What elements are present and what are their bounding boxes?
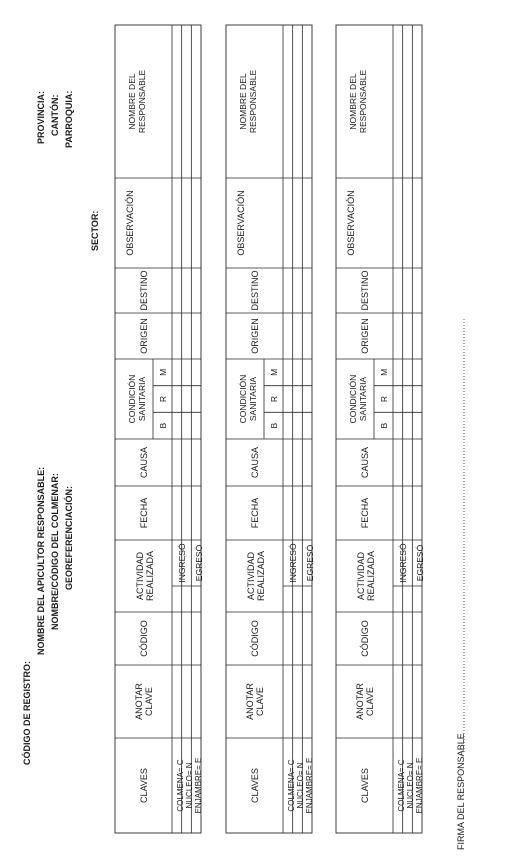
actividad-header: REALIZADA bbox=[366, 550, 376, 602]
actividad-header: ACTIVIDAD bbox=[246, 551, 256, 601]
condicion-sub-label: R bbox=[379, 395, 389, 403]
egreso-label: EGRESÓ bbox=[415, 544, 425, 582]
condicion-header: CONDICIÓN bbox=[238, 374, 248, 424]
anotar-clave-header: CLAVE bbox=[144, 687, 154, 716]
causa-header: CAUSA bbox=[360, 446, 370, 479]
condicion-header: SANITARIA bbox=[137, 376, 147, 422]
claves-legend-item: ENJAMBRE= E bbox=[415, 757, 424, 814]
anotar-clave-header: ANOTAR bbox=[355, 683, 365, 720]
parroquia-label: PARROQUIA: bbox=[64, 90, 74, 148]
codigo-header: CÓDIGO bbox=[139, 620, 149, 657]
claves-header: CLAVES bbox=[360, 768, 370, 803]
claves-legend-item: NUCLEO= N bbox=[185, 762, 194, 809]
georef-label: GEOREFERENCIACIÓN: bbox=[64, 485, 74, 590]
anotar-clave-header: CLAVE bbox=[255, 687, 265, 716]
firma-label: FIRMA DEL RESPONSABLE bbox=[456, 733, 466, 850]
actividad-header: ACTIVIDAD bbox=[356, 551, 366, 601]
colmenar-label: NOMBRE/CÓDIGO DEL COLMENAR: bbox=[50, 473, 60, 630]
condicion-sub-label: M bbox=[158, 368, 168, 376]
actividad-header: ACTIVIDAD bbox=[135, 551, 145, 601]
destino-header: DESTINO bbox=[250, 270, 260, 311]
claves-legend-item: NUCLEO= N bbox=[406, 762, 415, 809]
causa-header: CAUSA bbox=[250, 446, 260, 479]
responsable-header: NOMBRE DEL bbox=[348, 73, 358, 130]
ingreso-label: INGRESÓ bbox=[288, 543, 298, 583]
responsable-header: NOMBRE DEL bbox=[127, 73, 137, 130]
condicion-header: SANITARIA bbox=[248, 376, 258, 422]
claves-legend-item: COLMENA= C bbox=[287, 759, 296, 812]
responsable-header: RESPONSABLE bbox=[248, 69, 258, 134]
destino-header: DESTINO bbox=[360, 270, 370, 311]
condicion-sub-label: M bbox=[379, 368, 389, 376]
claves-legend-item: COLMENA= C bbox=[176, 759, 185, 812]
condicion-sub-label: R bbox=[158, 395, 168, 403]
claves-legend-item: COLMENA= C bbox=[397, 759, 406, 812]
codigo-registro-label: CÓDIGO DE REGISTRO: bbox=[22, 660, 32, 765]
condicion-sub-label: B bbox=[269, 422, 279, 429]
claves-header: CLAVES bbox=[250, 768, 260, 803]
condicion-header: CONDICIÓN bbox=[127, 374, 137, 424]
canton-label: CANTÓN: bbox=[50, 94, 60, 136]
anotar-clave-header: CLAVE bbox=[365, 687, 375, 716]
fecha-header: FECHA bbox=[360, 497, 370, 529]
registro-table-3 bbox=[336, 25, 425, 833]
registro-table-2 bbox=[226, 25, 315, 833]
anotar-clave-header: ANOTAR bbox=[245, 683, 255, 720]
responsable-header: RESPONSABLE bbox=[358, 69, 368, 134]
actividad-header: REALIZADA bbox=[256, 550, 266, 602]
provincia-label: PROVINCIA: bbox=[36, 90, 46, 144]
ingreso-label: INGRESÓ bbox=[177, 543, 187, 583]
responsable-header: NOMBRE DEL bbox=[238, 73, 248, 130]
egreso-label: EGRESÓ bbox=[194, 544, 204, 582]
observacion-header: OBSERVACIÓN bbox=[346, 190, 356, 256]
destino-header: DESTINO bbox=[139, 270, 149, 311]
observacion-header: OBSERVACIÓN bbox=[125, 190, 135, 256]
claves-legend-item: ENJAMBRE= E bbox=[194, 757, 203, 814]
claves-legend-item: NUCLEO= N bbox=[296, 762, 305, 809]
origen-header: ORIGEN bbox=[360, 318, 370, 354]
registro-table-1 bbox=[115, 25, 204, 833]
anotar-clave-header: ANOTAR bbox=[134, 683, 144, 720]
tables bbox=[115, 25, 425, 833]
condicion-sub-label: B bbox=[379, 422, 389, 429]
footer bbox=[456, 317, 466, 850]
condicion-header: CONDICIÓN bbox=[348, 374, 358, 424]
header bbox=[21, 91, 100, 765]
condicion-sub-label: M bbox=[269, 368, 279, 376]
codigo-header: CÓDIGO bbox=[360, 620, 370, 657]
causa-header: CAUSA bbox=[139, 446, 149, 479]
condicion-header: SANITARIA bbox=[358, 376, 368, 422]
origen-header: ORIGEN bbox=[250, 318, 260, 354]
observacion-header: OBSERVACIÓN bbox=[236, 190, 246, 256]
condicion-sub-label: R bbox=[269, 395, 279, 403]
fecha-header: FECHA bbox=[139, 497, 149, 529]
condicion-sub-label: B bbox=[158, 422, 168, 429]
claves-legend-item: ENJAMBRE= E bbox=[305, 757, 314, 814]
claves-header: CLAVES bbox=[139, 768, 149, 803]
codigo-header: CÓDIGO bbox=[250, 620, 260, 657]
origen-header: ORIGEN bbox=[139, 318, 149, 354]
egreso-label: EGRESÓ bbox=[305, 544, 315, 582]
responsable-header: RESPONSABLE bbox=[137, 69, 147, 134]
sector-label: SECTOR: bbox=[90, 210, 100, 251]
fecha-header: FECHA bbox=[250, 497, 260, 529]
apicultor-label: NOMBRE DEL APICULTOR RESPONSABLE: bbox=[36, 466, 46, 655]
ingreso-label: INGRESÓ bbox=[398, 543, 408, 583]
actividad-header: REALIZADA bbox=[145, 550, 155, 602]
